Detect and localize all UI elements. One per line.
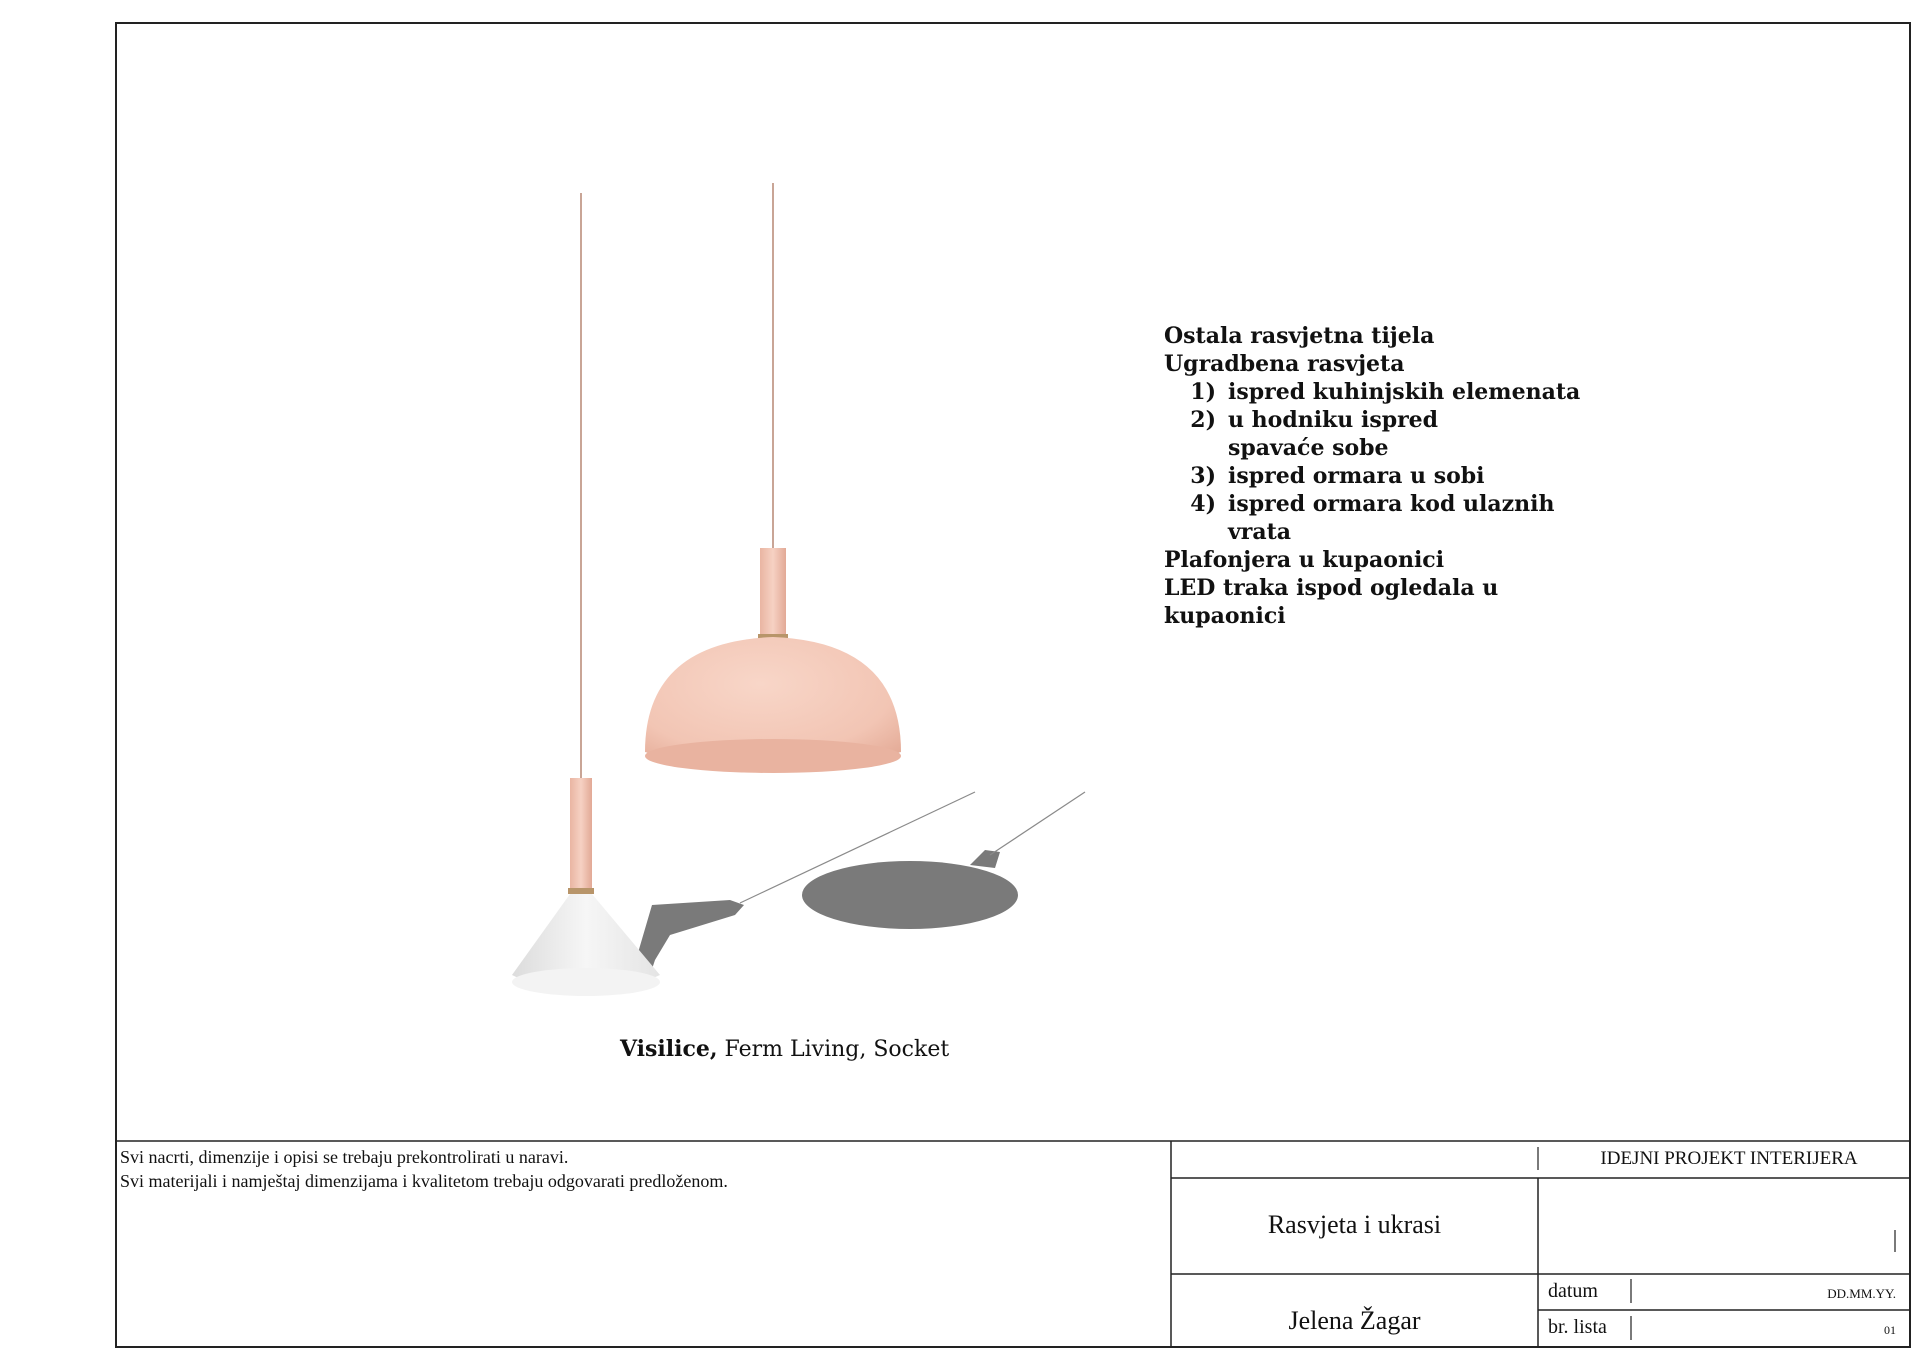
list-item: 1) ispred kuhinjskih elemenata: [1190, 379, 1581, 405]
date-value: DD.MM.YY.: [1827, 1286, 1896, 1301]
project-title: IDEJNI PROJEKT INTERIJERA: [1600, 1148, 1858, 1169]
lamp-caption: [620, 1036, 949, 1062]
notes-heading: Ostala rasvjetna tijela: [1164, 323, 1435, 349]
list-item: 4) ispred ormara kod ulaznih vrata: [1190, 491, 1555, 545]
notes-extra-2: LED traka ispod ogledala u kupaonici: [1164, 575, 1499, 629]
disclaimer-line-2: Svi materijali i namještaj dimenzijama i kvalitetom trebaju odgovarati predloženom.: [120, 1171, 728, 1191]
date-label: datum: [1548, 1280, 1598, 1302]
lighting-notes: [1164, 322, 1624, 630]
notes-list: [1164, 378, 1624, 546]
list-item: 2) u hodniku ispred spavaće sobe: [1190, 407, 1439, 461]
notes-subheading: Ugradbena rasvjeta: [1164, 351, 1405, 377]
sheet-number-label: br. lista: [1548, 1316, 1607, 1338]
disclaimer: [120, 1145, 728, 1193]
caption-bold: Visilice,: [620, 1036, 718, 1062]
sheet-title: Rasvjeta i ukrasi: [1267, 1210, 1442, 1239]
disclaimer-line-1: Svi nacrti, dimenzije i opisi se trebaju prekontrolirati u naravi.: [120, 1147, 569, 1167]
notes-extra-1: Plafonjera u kupaonici: [1164, 547, 1445, 573]
shadow-dome-lamp: [802, 792, 1085, 929]
caption-rest: Ferm Living, Socket: [717, 1037, 950, 1062]
dome-pendant-lamp: [645, 183, 901, 773]
list-item: 3) ispred ormara u sobi: [1190, 463, 1485, 489]
author-name: Jelena Žagar: [1288, 1306, 1421, 1335]
sheet-number-value: 01: [1884, 1323, 1896, 1337]
cone-pendant-lamp: [512, 193, 660, 996]
